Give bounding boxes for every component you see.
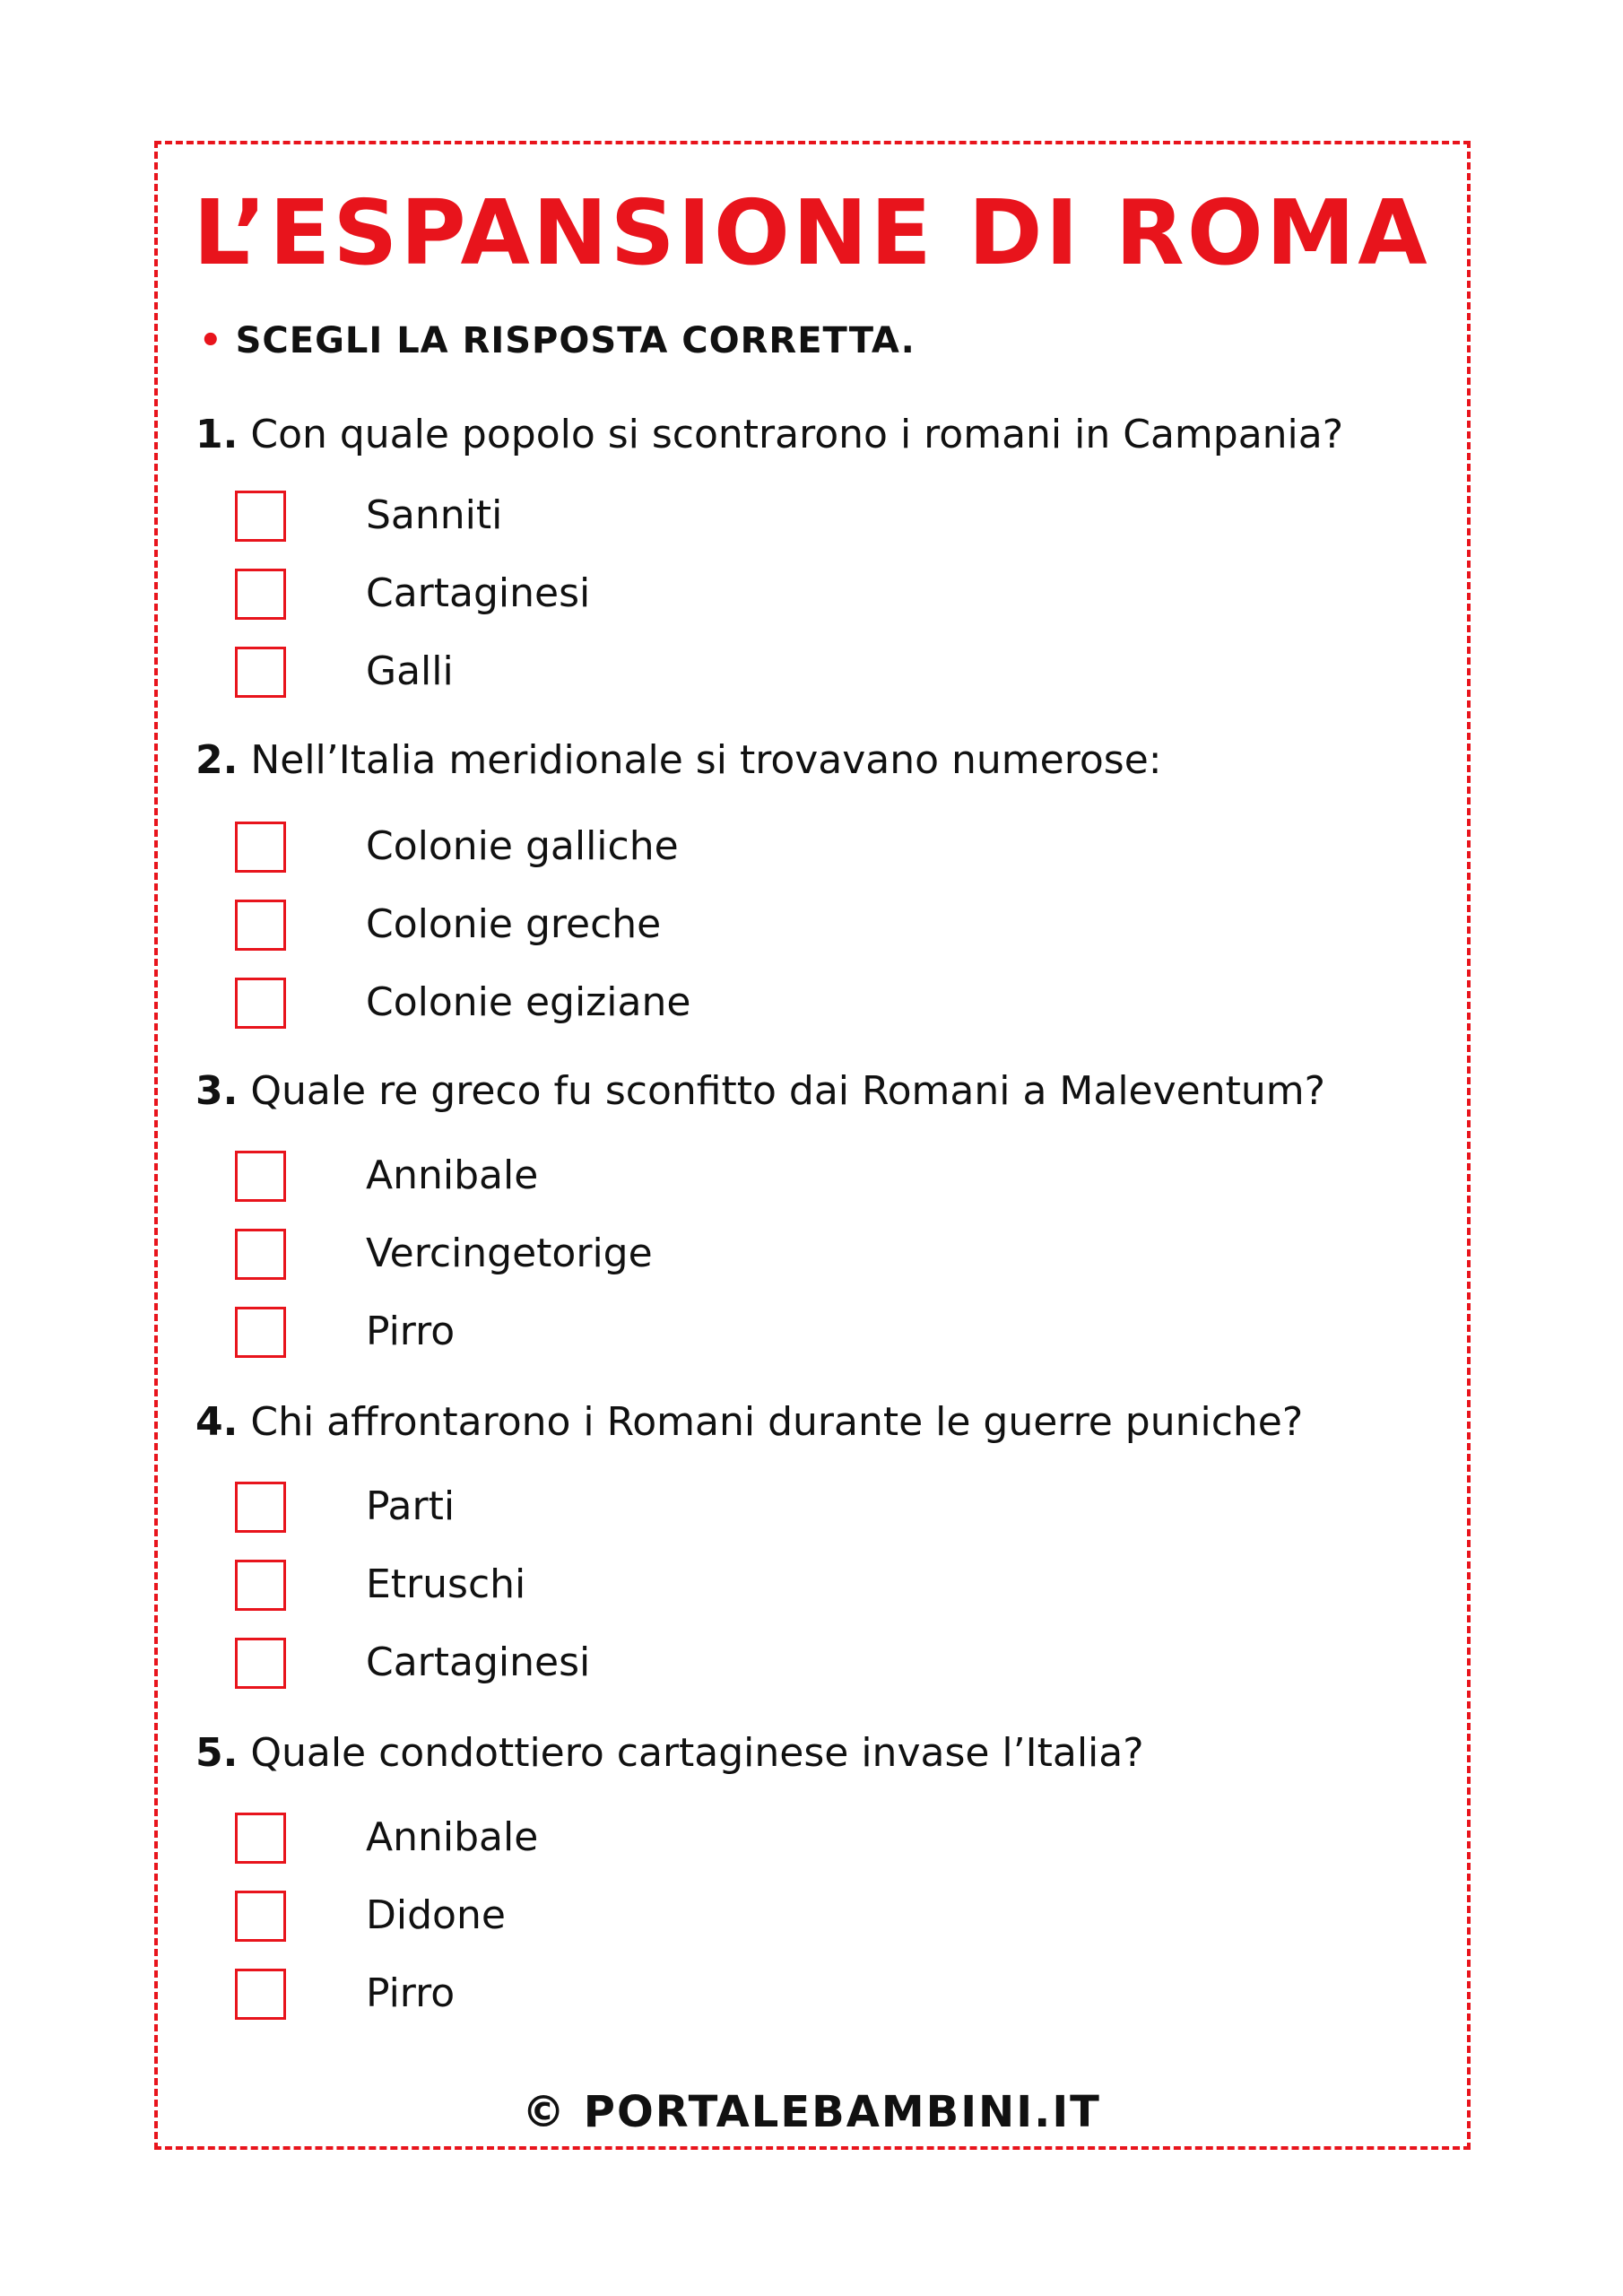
question-number: 4. xyxy=(195,1399,239,1445)
option-label: Colonie galliche xyxy=(366,823,679,869)
question-text xyxy=(195,1387,1303,1458)
question-5 xyxy=(0,1718,1623,1807)
answer-checkbox[interactable] xyxy=(235,900,286,951)
option-label: Annibale xyxy=(366,1152,539,1198)
option-label: Pirro xyxy=(366,1309,456,1354)
question-label: Nell’Italia meridionale si trovavano numerose: xyxy=(250,737,1162,783)
question-1 xyxy=(0,399,1623,489)
bullet-icon: • xyxy=(199,320,223,361)
answer-checkbox[interactable] xyxy=(235,1560,286,1611)
question-label: Chi affrontarono i Romani durante le guerre puniche? xyxy=(250,1399,1304,1445)
option-q1-c[interactable] xyxy=(0,636,1623,708)
question-3 xyxy=(0,1056,1623,1145)
option-label: Cartaginesi xyxy=(366,1639,591,1685)
question-number: 3. xyxy=(195,1068,239,1114)
answer-checkbox[interactable] xyxy=(235,1891,286,1942)
option-q4-b[interactable] xyxy=(0,1549,1623,1621)
answer-checkbox[interactable] xyxy=(235,1969,286,2020)
instruction-text: SCEGLI LA RISPOSTA CORRETTA. xyxy=(235,320,916,361)
answer-checkbox[interactable] xyxy=(235,569,286,620)
question-label: Con quale popolo si scontrarono i romani in Campania? xyxy=(250,412,1344,457)
option-q2-c[interactable] xyxy=(0,967,1623,1039)
answer-checkbox[interactable] xyxy=(235,1229,286,1280)
option-label: Annibale xyxy=(366,1814,539,1860)
question-text xyxy=(195,1056,1325,1127)
answer-checkbox[interactable] xyxy=(235,1151,286,1202)
option-label: Parti xyxy=(366,1483,456,1529)
page-title: L’ESPANSIONE DI ROMA xyxy=(193,180,1430,285)
question-text xyxy=(195,399,1343,471)
option-label: Pirro xyxy=(366,1970,456,2016)
question-text xyxy=(195,1718,1144,1789)
answer-checkbox[interactable] xyxy=(235,1307,286,1358)
copyright-footer: © PORTALEBAMBINI.IT xyxy=(522,2087,1101,2137)
answer-checkbox[interactable] xyxy=(235,647,286,698)
option-q5-b[interactable] xyxy=(0,1880,1623,1952)
answer-checkbox[interactable] xyxy=(235,491,286,542)
option-label: Etruschi xyxy=(366,1561,526,1607)
option-label: Didone xyxy=(366,1892,506,1938)
instruction xyxy=(199,314,916,368)
question-4 xyxy=(0,1387,1623,1476)
answer-checkbox[interactable] xyxy=(235,1638,286,1689)
option-q5-a[interactable] xyxy=(0,1802,1623,1874)
answer-checkbox[interactable] xyxy=(235,822,286,873)
question-label: Quale condottiero cartaginese invase l’Italia? xyxy=(250,1730,1144,1776)
option-label: Sanniti xyxy=(366,492,503,538)
option-q1-a[interactable] xyxy=(0,480,1623,552)
question-number: 2. xyxy=(195,737,239,783)
question-number: 5. xyxy=(195,1730,239,1776)
option-label: Cartaginesi xyxy=(366,570,591,616)
question-2 xyxy=(0,725,1623,814)
option-q3-c[interactable] xyxy=(0,1296,1623,1368)
answer-checkbox[interactable] xyxy=(235,1482,286,1533)
option-label: Colonie egiziane xyxy=(366,979,691,1025)
question-text xyxy=(195,725,1162,796)
option-label: Colonie greche xyxy=(366,901,662,947)
option-q2-b[interactable] xyxy=(0,889,1623,961)
answer-checkbox[interactable] xyxy=(235,1813,286,1864)
option-q3-b[interactable] xyxy=(0,1218,1623,1290)
option-q1-b[interactable] xyxy=(0,558,1623,630)
question-label: Quale re greco fu sconfitto dai Romani a Maleventum? xyxy=(250,1068,1325,1114)
question-number: 1. xyxy=(195,412,239,457)
option-q4-c[interactable] xyxy=(0,1627,1623,1699)
option-q4-a[interactable] xyxy=(0,1471,1623,1543)
option-label: Vercingetorige xyxy=(366,1231,653,1276)
option-q2-a[interactable] xyxy=(0,811,1623,883)
answer-checkbox[interactable] xyxy=(235,978,286,1029)
option-q5-c[interactable] xyxy=(0,1958,1623,2030)
option-q3-a[interactable] xyxy=(0,1140,1623,1212)
option-label: Galli xyxy=(366,648,454,694)
